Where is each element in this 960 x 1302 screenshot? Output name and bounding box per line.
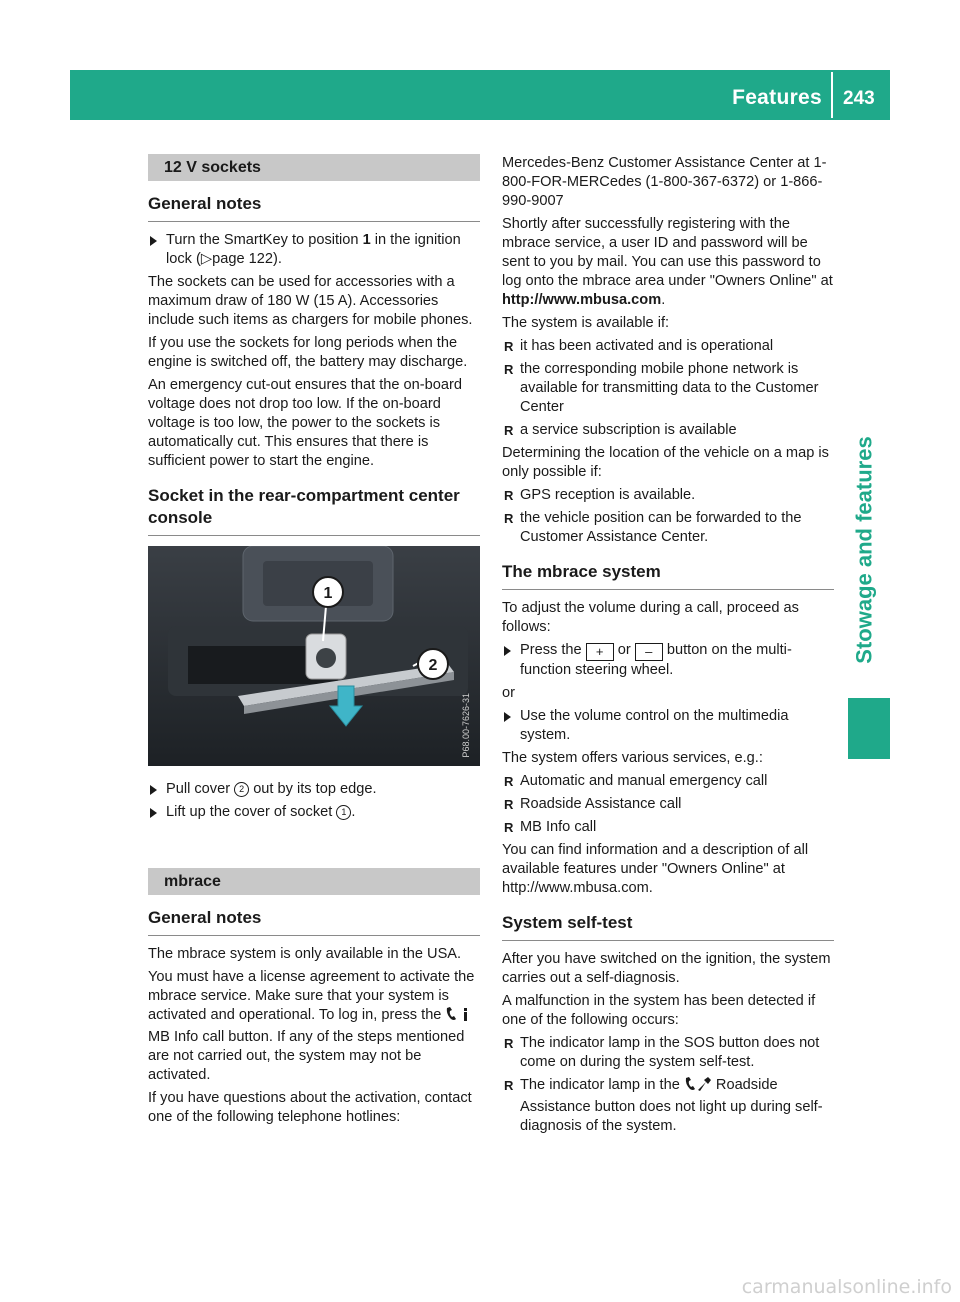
step-text: or: [613, 642, 635, 658]
list-text: The indicator lamp in the: [520, 1077, 684, 1093]
step-text: .: [351, 804, 356, 820]
paragraph: The system is available if:: [502, 315, 670, 331]
list-item: R Automatic and manual emergency call: [502, 772, 834, 791]
paragraph: Determining the location of the vehicle on a map is only possible if:: [502, 445, 829, 480]
callout-2-ref: 2: [234, 782, 249, 797]
list-item: R a service subscription is available: [502, 421, 834, 440]
section-band-12v-sockets: 12 V sockets: [148, 154, 480, 181]
step-volume-control: Use the volume control on the multimedia system.: [502, 707, 834, 745]
step-text: button on the multifunction steering wheel.: [520, 642, 792, 678]
paragraph-text: Shortly after successfully registering with the mbrace service, a user ID and password will be sent to you by mail. You can use this password to log onto the mbrace area under "Owners Online" at: [502, 216, 833, 289]
step-text: Lift up the cover of socket: [166, 804, 337, 820]
paragraph: An emergency cut-out ensures that the on-board voltage does not drop too low. If the on-board voltage is too low, the power to the sockets is automatically cut. This ensures that there is sufficient power to start the engine.: [148, 377, 462, 469]
page-number: 243: [843, 88, 875, 109]
step-pull-cover: [148, 780, 480, 799]
paragraph-text: You must have a license agreement to activate the mbrace service. Make sure that your system is activated and operational. To log in, press the: [148, 969, 475, 1023]
footer-watermark: carmanualsonline.info: [741, 1276, 952, 1298]
step-press-volume: [502, 641, 834, 680]
step-lift-cover: [148, 803, 480, 822]
list-item: R the vehicle position can be forwarded to the Customer Assistance Center.: [502, 509, 834, 547]
list-text: Roadside Assistance button does not light up during self-diagnosis of the system.: [520, 1077, 823, 1134]
paragraph: A malfunction in the system has been detected if one of the following occurs:: [502, 993, 816, 1028]
callout-2-label: 2: [428, 657, 438, 674]
paragraph: The mbrace system is only available in the USA.: [148, 946, 462, 962]
right-column: [502, 154, 834, 1140]
header-divider: [831, 72, 833, 118]
socket-illustration: [148, 546, 480, 766]
mbusa-link[interactable]: http://www.mbusa.com: [502, 292, 662, 308]
step-text: Pull cover: [166, 781, 235, 797]
page-ref[interactable]: page 122).: [212, 251, 282, 267]
header-title: Features: [732, 86, 822, 109]
paragraph-login: [148, 968, 480, 1085]
photo-code: P68.00-7626-31: [461, 693, 471, 758]
paragraph-registration: [502, 215, 834, 310]
paragraph-hotline: Mercedes-Benz Customer Assistance Center at 1-800-FOR-MERCedes (1-800-367-6372) or 1-866-990-9007: [502, 155, 827, 209]
paragraph: You can find information and a description of all available features under "Owners Online" at http://www.mbusa.com.: [502, 842, 809, 896]
callout-1-label: 1: [323, 585, 333, 602]
roadside-assistance-icon: [684, 1076, 712, 1098]
heading-system-self-test: System self-test: [502, 912, 834, 941]
paragraph-text: .: [661, 292, 666, 308]
list-item: R The indicator lamp in the SOS button does not come on during the system self-test.: [502, 1034, 834, 1072]
minus-key-icon: –: [635, 643, 663, 661]
section-band-mbrace: mbrace: [148, 868, 480, 895]
plus-key-icon: +: [586, 643, 614, 661]
paragraph: To adjust the volume during a call, proceed as follows:: [502, 600, 799, 635]
mb-info-call-icon: [445, 1006, 475, 1028]
left-column: [148, 154, 480, 1131]
or-text: or: [502, 685, 515, 701]
list-item: R GPS reception is available.: [502, 486, 834, 505]
heading-general-notes-mbrace: General notes: [148, 907, 480, 936]
socket-photo: [148, 546, 480, 766]
step-text: Press the: [520, 642, 586, 658]
heading-mbrace-system: The mbrace system: [502, 561, 834, 590]
list-item: R Roadside Assistance call: [502, 795, 834, 814]
list-item-roadside: [502, 1076, 834, 1136]
paragraph-text: MB Info call button. If any of the steps mentioned are not carried out, the system may not be activated.: [148, 1029, 465, 1083]
paragraph: After you have switched on the ignition, the system carries out a self-diagnosis.: [502, 951, 831, 986]
paragraph: If you have questions about the activation, contact one of the following telephone hotlines:: [148, 1090, 472, 1125]
list-item: R MB Info call: [502, 818, 834, 837]
step-text: in the ignition lock (: [166, 232, 461, 267]
heading-socket-rear-console: Socket in the rear-compartment center console: [148, 485, 480, 536]
position-number: 1: [362, 232, 371, 248]
side-tab: [845, 430, 885, 670]
page-ref-icon: ▷: [200, 251, 213, 267]
heading-general-notes: General notes: [148, 193, 480, 222]
list-item: R the corresponding mobile phone network is available for transmitting data to the Customer Center: [502, 360, 834, 417]
side-tab-marker: [848, 698, 890, 759]
step-turn-smartkey: [148, 231, 480, 269]
step-text: Turn the SmartKey to position: [166, 232, 363, 248]
paragraph: The system offers various services, e.g.:: [502, 750, 763, 766]
list-item: R it has been activated and is operational: [502, 337, 834, 356]
callout-1-ref: 1: [336, 805, 351, 820]
side-tab-label: Stowage and features: [852, 436, 878, 664]
paragraph: If you use the sockets for long periods when the engine is switched off, the battery may discharge.: [148, 335, 468, 370]
step-text: out by its top edge.: [249, 781, 377, 797]
paragraph: The sockets can be used for accessories with a maximum draw of 180 W (15 A). Accessories include such items as chargers for mobile phones.: [148, 274, 473, 328]
